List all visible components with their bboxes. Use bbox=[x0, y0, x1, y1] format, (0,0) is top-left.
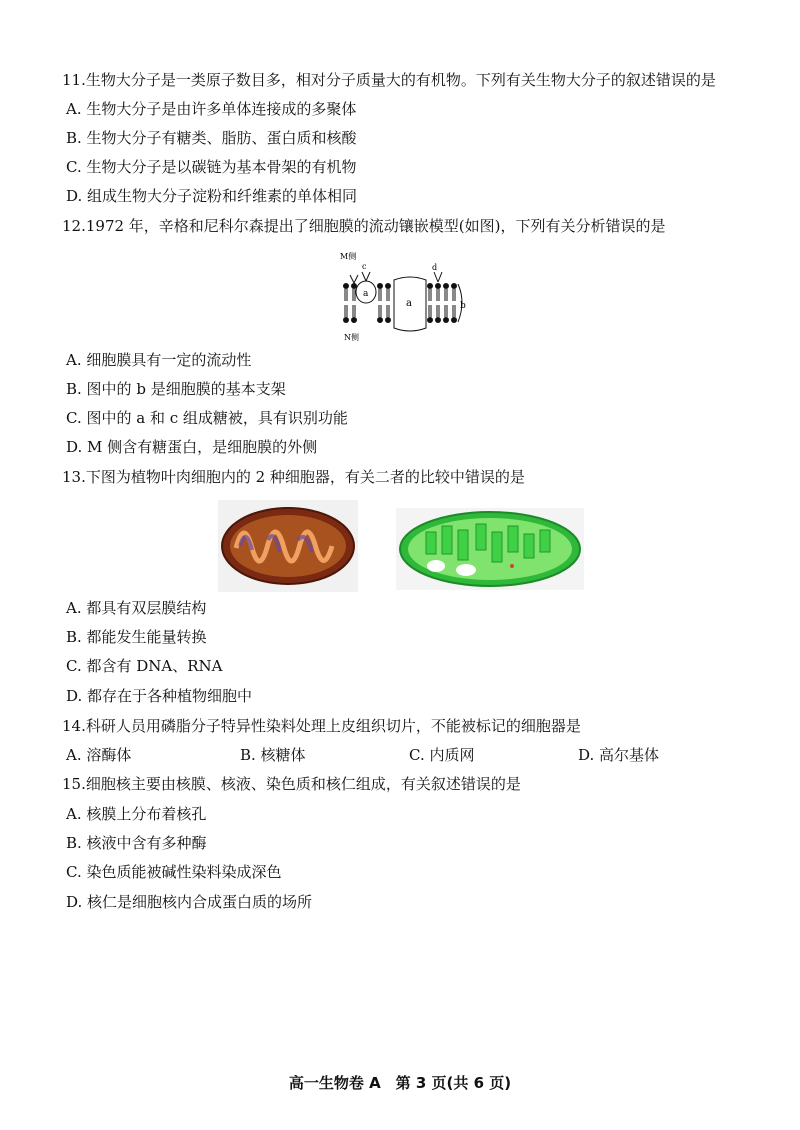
label-b: b bbox=[460, 301, 466, 311]
page-footer: 高一生物卷 A 第 3 页(共 6 页) bbox=[288, 1074, 512, 1092]
label-a-big: a bbox=[406, 298, 412, 309]
m-side-label: M侧 bbox=[340, 252, 357, 261]
question-13-stem: 13.下图为植物叶肉细胞内的 2 种细胞器，有关二者的比较中错误的是 bbox=[62, 468, 525, 486]
question-12-stem: 12.1972 年，辛格和尼科尔森提出了细胞膜的流动镶嵌模型(如图)，下列有关分析错误的是 bbox=[62, 217, 666, 235]
mitochondrion-image bbox=[218, 500, 358, 592]
question-15-option-c: C. 染色质能被碱性染料染成深色 bbox=[66, 863, 282, 881]
question-14-option-c: C. 内质网 bbox=[409, 746, 475, 764]
question-15-option-d: D. 核仁是细胞核内合成蛋白质的场所 bbox=[66, 893, 313, 911]
question-11-option-a: A. 生物大分子是由许多单体连接成的多聚体 bbox=[66, 100, 357, 118]
question-14-stem: 14.科研人员用磷脂分子特异性染料处理上皮组织切片，不能被标记的细胞器是 bbox=[62, 717, 581, 735]
question-12-option-b: B. 图中的 b 是细胞膜的基本支架 bbox=[66, 380, 286, 398]
label-c: c bbox=[362, 262, 367, 271]
question-13-option-b: B. 都能发生能量转换 bbox=[66, 628, 207, 646]
question-13-option-a: A. 都具有双层膜结构 bbox=[66, 599, 207, 617]
question-11-stem: 11.生物大分子是一类原子数目多，相对分子质量大的有机物。下列有关生物大分子的叙述错误的是 bbox=[62, 71, 716, 89]
question-14-option-d: D. 高尔基体 bbox=[578, 746, 660, 764]
question-11-option-d: D. 组成生物大分子淀粉和纤维素的单体相同 bbox=[66, 187, 358, 205]
question-13-option-c: C. 都含有 DNA、RNA bbox=[66, 657, 223, 675]
question-15-option-a: A. 核膜上分布着核孔 bbox=[66, 805, 207, 823]
question-11-option-b: B. 生物大分子有糖类、脂肪、蛋白质和核酸 bbox=[66, 129, 357, 147]
question-15-stem: 15.细胞核主要由核膜、核液、染色质和核仁组成，有关叙述错误的是 bbox=[62, 775, 521, 793]
question-12-option-d: D. M 侧含有糖蛋白，是细胞膜的外侧 bbox=[66, 438, 318, 456]
label-a-small: a bbox=[363, 289, 369, 299]
question-11-option-c: C. 生物大分子是以碳链为基本骨架的有机物 bbox=[66, 158, 357, 176]
cell-membrane-diagram bbox=[332, 248, 472, 344]
question-13-option-d: D. 都存在于各种植物细胞中 bbox=[66, 687, 253, 705]
question-15-option-b: B. 核液中含有多种酶 bbox=[66, 834, 207, 852]
question-12-option-a: A. 细胞膜具有一定的流动性 bbox=[66, 351, 252, 369]
question-14-option-b: B. 核糖体 bbox=[240, 746, 306, 764]
n-side-label: N侧 bbox=[344, 333, 359, 342]
question-12-option-c: C. 图中的 a 和 c 组成糖被，具有识别功能 bbox=[66, 409, 348, 427]
label-d: d bbox=[432, 263, 438, 272]
question-14-option-a: A. 溶酶体 bbox=[66, 746, 132, 764]
chloroplast-image bbox=[396, 508, 584, 590]
